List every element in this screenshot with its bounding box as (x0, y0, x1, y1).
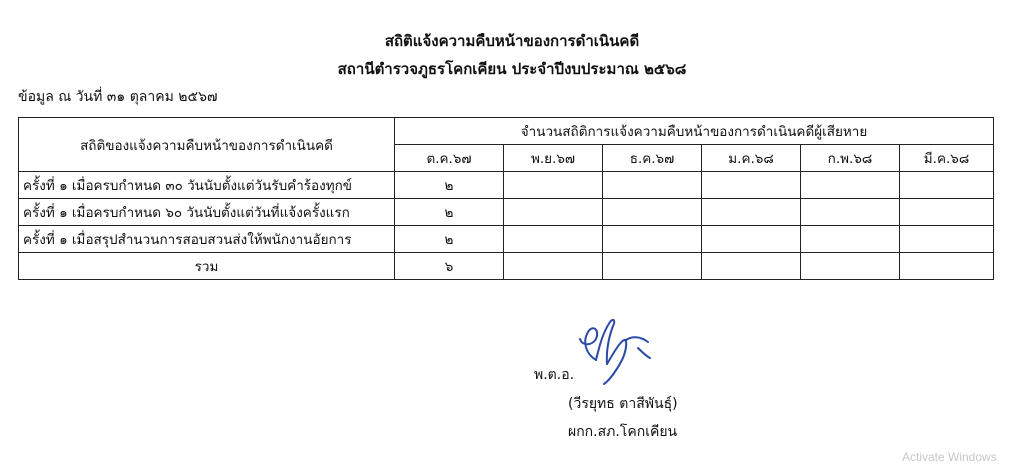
row-label: ครั้งที่ ๑ เมื่อสรุปสำนวนการสอบสวนส่งให้พนักงานอัยการ (19, 226, 395, 253)
table-cell (603, 172, 702, 199)
group-header-cell: จำนวนสถิติการแจ้งความคืบหน้าของการดำเนินคดีผู้เสียหาย (395, 118, 994, 145)
table-cell: ๒ (395, 226, 504, 253)
row-label: ครั้งที่ ๑ เมื่อครบกำหนด ๖๐ วันนับตั้งแต่วันที่แจ้งครั้งแรก (19, 199, 395, 226)
table-cell (504, 253, 603, 280)
data-as-of-date: ข้อมูล ณ วันที่ ๓๑ ตุลาคม ๒๕๖๗ (18, 89, 218, 105)
month-header: พ.ย.๖๗ (504, 145, 603, 172)
month-header: ก.พ.๖๘ (801, 145, 900, 172)
row-header-cell: สถิติของแจ้งความคืบหน้าของการดำเนินคดี (19, 118, 395, 172)
table-cell (702, 253, 801, 280)
table-cell (603, 253, 702, 280)
table-cell (900, 172, 994, 199)
table-cell (801, 253, 900, 280)
table-cell (900, 253, 994, 280)
month-header: มี.ค.๖๘ (900, 145, 994, 172)
month-header: ต.ค.๖๗ (395, 145, 504, 172)
table-cell (900, 199, 994, 226)
table-cell (504, 226, 603, 253)
table-cell (801, 226, 900, 253)
table-row (19, 226, 994, 253)
table-cell (603, 199, 702, 226)
activate-windows-watermark: Activate Windows (902, 450, 997, 464)
document-subtitle: สถานีตำรวจภูธรโคกเคียน ประจำปีงบประมาณ ๒๕๖๘ (337, 60, 687, 78)
month-header: ธ.ค.๖๗ (603, 145, 702, 172)
table-row (19, 172, 994, 199)
table-cell (702, 226, 801, 253)
signatory-position: ผกก.สภ.โคกเคียน (568, 424, 678, 440)
table-cell: ๒ (395, 199, 504, 226)
month-header: ม.ค.๖๘ (702, 145, 801, 172)
signatory-name: (วีรยุทธ ตาสีพันธุ์) (568, 396, 678, 412)
document-title: สถิติแจ้งความคืบหน้าของการดำเนินคดี (384, 32, 640, 50)
table-cell (504, 172, 603, 199)
signature-stroke (626, 337, 648, 342)
table-cell (702, 172, 801, 199)
progress-statistics-table (18, 117, 994, 280)
row-label: ครั้งที่ ๑ เมื่อครบกำหนด ๓๐ วันนับตั้งแต่วันรับคำร้องทุกข์ (19, 172, 395, 199)
table-row (19, 199, 994, 226)
table-cell: ๒ (395, 172, 504, 199)
signature-stroke (580, 328, 597, 360)
table-cell (801, 199, 900, 226)
table-cell (603, 226, 702, 253)
handwritten-signature (566, 308, 662, 388)
table-cell (504, 199, 603, 226)
table-cell (702, 199, 801, 226)
table-cell (801, 172, 900, 199)
signature-stroke (638, 348, 650, 358)
table-header-row (19, 118, 994, 145)
total-label: รวม (19, 253, 395, 280)
table-cell: ๖ (395, 253, 504, 280)
total-row (19, 253, 994, 280)
table-cell (900, 226, 994, 253)
signatory-rank: พ.ต.อ. (534, 367, 575, 383)
